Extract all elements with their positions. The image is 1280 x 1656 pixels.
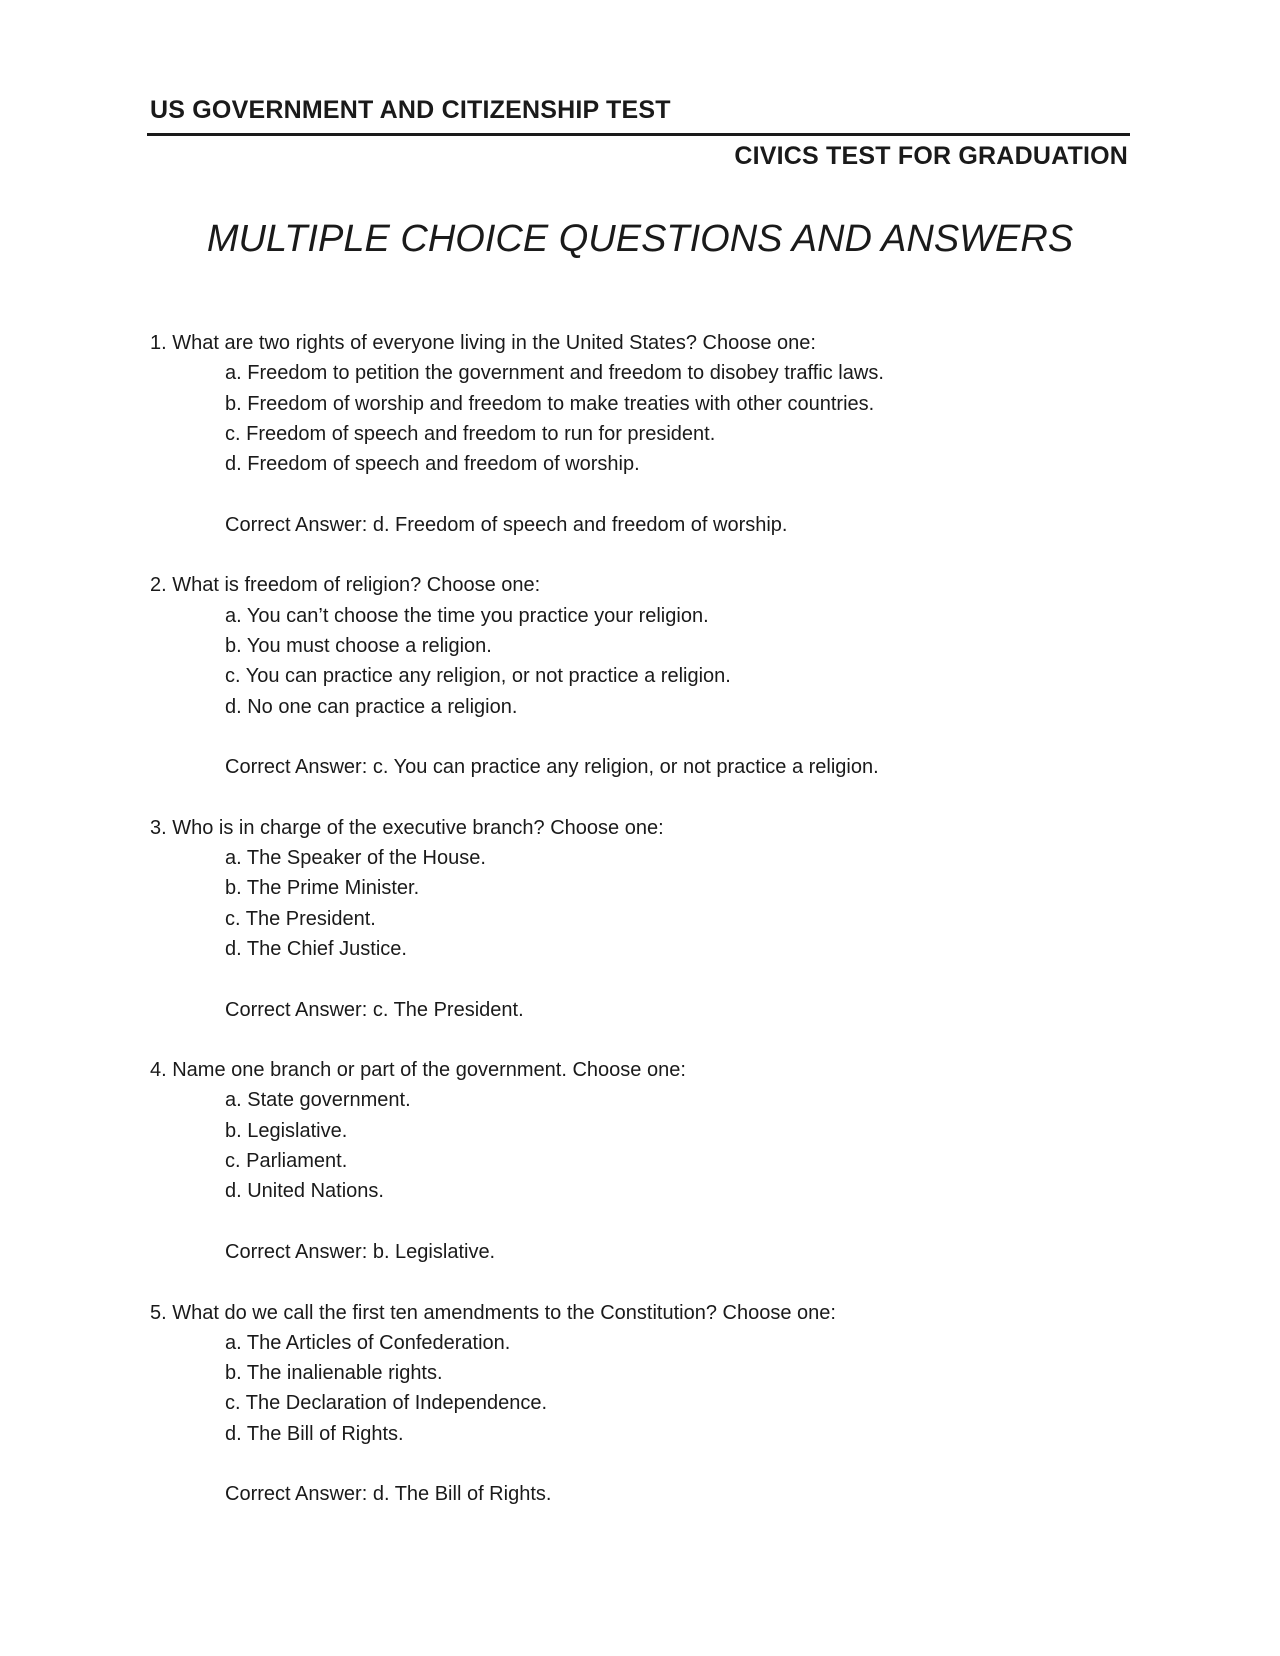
option-list	[150, 601, 1150, 722]
document-header-subtitle: CIVICS TEST FOR GRADUATION	[734, 142, 1128, 170]
question-4	[150, 1055, 1150, 1267]
option-list	[150, 1328, 1150, 1449]
question-list	[150, 328, 1150, 1540]
option-b: b. Freedom of worship and freedom to make treaties with other countries.	[225, 392, 875, 415]
option-b: b. Legislative.	[225, 1119, 348, 1142]
question-text: 1. What are two rights of everyone living in the United States? Choose one:	[150, 332, 816, 354]
correct-answer: Correct Answer: b. Legislative.	[225, 1240, 496, 1263]
option-a: a. State government.	[225, 1089, 411, 1112]
option-a: a. Freedom to petition the government and freedom to disobey traffic laws.	[225, 362, 884, 385]
option-list	[150, 1085, 1150, 1206]
option-c: c. The Declaration of Independence.	[225, 1392, 548, 1415]
option-c: c. The President.	[225, 907, 376, 930]
document-header-title: US GOVERNMENT AND CITIZENSHIP TEST	[150, 96, 671, 124]
option-b: b. The Prime Minister.	[225, 877, 420, 900]
option-a: a. The Articles of Confederation.	[225, 1331, 511, 1354]
question-text: 2. What is freedom of religion? Choose one:	[150, 574, 541, 597]
page-title: MULTIPLE CHOICE QUESTIONS AND ANSWERS	[206, 218, 1074, 260]
question-3	[150, 813, 1150, 1025]
option-d: d. United Nations.	[225, 1180, 384, 1203]
question-2	[150, 570, 1150, 782]
option-b: b. You must choose a religion.	[225, 634, 492, 657]
question-text: 5. What do we call the first ten amendments to the Constitution? Choose one:	[150, 1301, 836, 1324]
option-d: d. The Chief Justice.	[225, 937, 407, 960]
correct-answer: Correct Answer: d. Freedom of speech and freedom of worship.	[225, 513, 788, 536]
option-c: c. You can practice any religion, or not practice a religion.	[225, 665, 731, 688]
option-c: c. Freedom of speech and freedom to run for president.	[225, 422, 716, 445]
option-d: d. Freedom of speech and freedom of worship.	[225, 453, 640, 476]
question-5	[150, 1298, 1150, 1510]
option-a: a. The Speaker of the House.	[225, 847, 486, 870]
option-b: b. The inalienable rights.	[225, 1362, 443, 1385]
option-list	[150, 358, 1150, 479]
option-d: d. The Bill of Rights.	[225, 1422, 404, 1445]
question-1	[150, 328, 1150, 540]
question-text: 3. Who is in charge of the executive branch? Choose one:	[150, 816, 664, 839]
correct-answer: Correct Answer: c. You can practice any religion, or not practice a religion.	[225, 756, 879, 779]
correct-answer: Correct Answer: c. The President.	[225, 998, 524, 1021]
option-list	[150, 843, 1150, 964]
option-a: a. You can’t choose the time you practice your religion.	[225, 604, 709, 627]
header-divider	[147, 133, 1130, 136]
question-text: 4. Name one branch or part of the government. Choose one:	[150, 1059, 686, 1082]
correct-answer: Correct Answer: d. The Bill of Rights.	[225, 1483, 552, 1506]
option-c: c. Parliament.	[225, 1150, 348, 1173]
option-d: d. No one can practice a religion.	[225, 695, 518, 718]
